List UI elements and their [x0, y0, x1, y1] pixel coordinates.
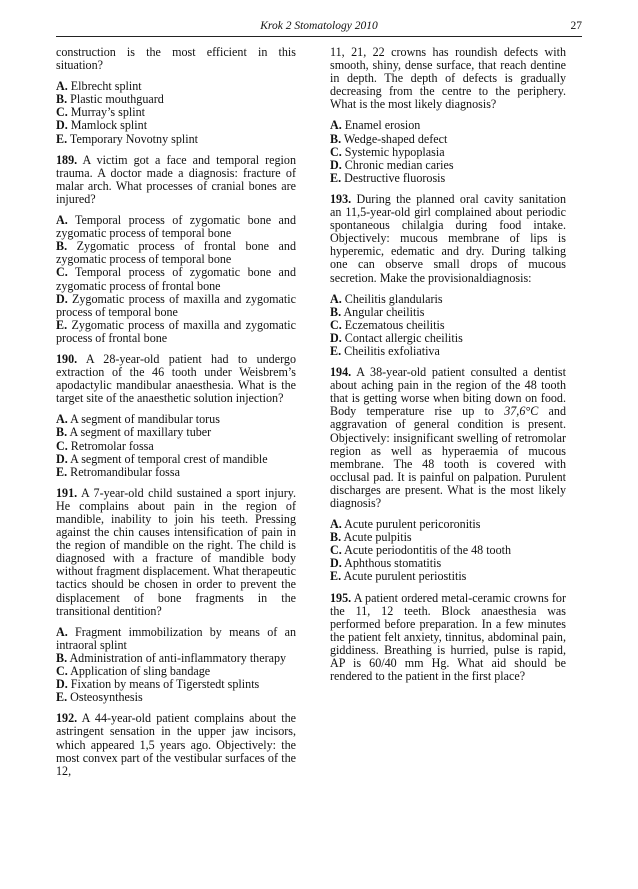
option-text: Angular cheilitis — [343, 304, 425, 319]
option-text: Temporal process of zygomatic bone and zygomatic process of frontal bone — [56, 265, 296, 293]
answer-option — [330, 345, 566, 358]
option-text: Contact allergic cheilitis — [344, 330, 463, 345]
answer-option — [56, 133, 296, 146]
option-letter: B. — [56, 239, 68, 254]
question-193 — [330, 193, 566, 285]
option-letter: B. — [330, 131, 342, 146]
option-text: Fragment immobilization by means of an intraoral splint — [56, 624, 296, 652]
question-text: A patient ordered metal-ceramic crowns for the 11, 12 teeth. Block anaesthesia was performed before preparation. In a few minutes the patient felt anxiety, tinnitus, abdominal pain, giddiness. Breathing is hurried, pulse is rapid, AP is 60/40 mm Hg. What aid should be rendered to the patient in the first place? — [330, 590, 567, 684]
question-text: A 28-year-old patient had to undergo extraction of the 46 tooth under Weisbrem’s apodactylic mandibular anaesthesia. What is the target site of the anaesthetic solution injection? — [56, 351, 297, 406]
question-number: 194. — [330, 365, 352, 380]
page-header — [56, 20, 582, 37]
question-188-options — [56, 80, 296, 145]
option-letter: D. — [56, 118, 68, 133]
option-text: A segment of mandibular torus — [70, 412, 220, 427]
option-text: Acute periodontitis of the 48 tooth — [344, 543, 512, 558]
answer-option — [330, 172, 566, 185]
question-text: A 38-year-old patient consulted a dentist about aching pain in the region of the 48 tooth that is getting worse when biting down on food. Body temperature rise up to — [330, 365, 566, 419]
temperature-value: 37,6°C — [504, 404, 539, 419]
question-189-options — [56, 214, 296, 345]
option-letter: C. — [56, 664, 68, 679]
option-text: Murray’s splint — [70, 105, 146, 120]
option-text: Destructive fluorosis — [344, 170, 446, 185]
option-text: Elbrecht splint — [70, 79, 142, 94]
option-text: Temporal process of zygomatic bone and zygomatic process of temporal bone — [56, 213, 296, 241]
option-letter: A. — [330, 517, 342, 532]
option-text: Fixation by means of Tigerstedt splints — [70, 677, 260, 692]
option-text: A segment of temporal crest of mandible — [70, 451, 268, 466]
option-letter: A. — [56, 79, 68, 94]
option-letter: D. — [330, 330, 342, 345]
option-text: Retromandibular fossa — [70, 464, 180, 479]
answer-option — [330, 570, 566, 583]
option-text: Zygomatic process of frontal bone and zygomatic process of temporal bone — [56, 239, 296, 267]
page-number: 27 — [570, 20, 582, 32]
question-191-options — [56, 626, 296, 705]
option-text: Systemic hypoplasia — [344, 144, 445, 159]
option-text: Mamlock splint — [70, 118, 148, 133]
option-text: Acute pulpitis — [343, 530, 412, 545]
question-number: 190. — [56, 351, 78, 366]
option-letter: E. — [330, 569, 342, 584]
option-letter: E. — [330, 170, 342, 185]
question-190 — [56, 353, 296, 405]
option-letter: C. — [330, 543, 342, 558]
option-letter: D. — [56, 291, 68, 306]
question-190-options — [56, 413, 296, 478]
question-194 — [330, 366, 566, 510]
answer-option — [56, 240, 296, 266]
option-letter: C. — [56, 105, 68, 120]
question-191 — [56, 487, 296, 618]
option-text: Chronic median caries — [344, 157, 454, 172]
option-letter: A. — [330, 291, 342, 306]
question-194-options — [330, 518, 566, 583]
question-number: 192. — [56, 711, 78, 726]
option-letter: E. — [56, 131, 68, 146]
option-text: Zygomatic process of maxilla and zygomatic process of frontal bone — [56, 317, 296, 345]
question-192-options — [330, 119, 566, 184]
answer-option — [56, 214, 296, 240]
answer-option — [56, 319, 296, 345]
option-letter: D. — [330, 157, 342, 172]
option-text: Retromolar fossa — [70, 438, 154, 453]
answer-option — [56, 266, 296, 292]
option-letter: B. — [330, 530, 342, 545]
question-number: 189. — [56, 152, 78, 167]
question-number: 193. — [330, 191, 352, 206]
option-text: Acute purulent pericoronitis — [344, 517, 481, 532]
option-letter: A. — [56, 412, 68, 427]
option-letter: B. — [56, 92, 68, 107]
option-letter: A. — [56, 213, 68, 228]
left-column — [56, 46, 296, 786]
option-text: Osteosynthesis — [70, 690, 143, 705]
answer-option — [56, 691, 296, 704]
question-192 — [56, 712, 296, 777]
question-192-tail: 11, 21, 22 crowns has roundish defects with smooth, shiny, dense surface, that reach dentine in depth. The depth of defects is gradually decreasing from the centre to the periphery. What is the most likely diagnosis? — [330, 45, 566, 112]
right-column — [330, 46, 566, 691]
option-text: Administration of anti-inflammatory therapy — [69, 650, 287, 665]
option-text: Cheilitis glandularis — [344, 291, 443, 306]
question-number: 191. — [56, 485, 78, 500]
option-letter: C. — [330, 317, 342, 332]
question-text: and aggravation of general condition is present. Objectively: insignificant swelling of retromolar region as well as hyperaemia of mucous membrane. The 48 tooth is covered with occlusal pad. It is painful on palpation. Purulent discharges are present. What is the most likely diagnosis? — [330, 404, 567, 510]
header-title: Krok 2 Stomatology 2010 — [260, 20, 378, 32]
question-text: A victim got a face and temporal region trauma. A doctor made a diagnosis: fracture of malar arch. What processes of cranial bones are injured? — [56, 152, 296, 206]
option-letter: D. — [56, 451, 68, 466]
option-text: Plastic mouthguard — [70, 92, 164, 107]
option-letter: B. — [56, 425, 68, 440]
answer-option — [56, 626, 296, 652]
option-letter: A. — [56, 624, 68, 639]
question-188-tail: construction is the most efficient in this situation? — [56, 45, 296, 73]
option-text: Zygomatic process of maxilla and zygomatic process of temporal bone — [56, 291, 296, 319]
option-text: Acute purulent periostitis — [343, 569, 467, 584]
option-text: Eczematous cheilitis — [344, 317, 445, 332]
option-text: Aphthous stomatitis — [344, 556, 442, 571]
question-text: During the planned oral cavity sanitation an 11,5-year-old girl complained about periodic spontaneous chilalgia during food intake. Objectively: mucous membrane of lips is hyperemic, edematic and dry. During talking one can observe small drops of mucous secretion. Make the provisionaldiagnosis: — [330, 191, 566, 285]
option-letter: A. — [330, 118, 342, 133]
option-text: Wedge-shaped defect — [343, 131, 448, 146]
option-letter: B. — [330, 304, 342, 319]
option-letter: E. — [330, 343, 342, 358]
question-number: 195. — [330, 590, 352, 605]
option-text: A segment of maxillary tuber — [69, 425, 212, 440]
option-text: Temporary Novotny splint — [69, 131, 199, 146]
option-letter: C. — [56, 265, 68, 280]
option-letter: C. — [56, 438, 68, 453]
option-letter: E. — [56, 317, 68, 332]
option-letter: E. — [56, 690, 68, 705]
answer-option — [56, 466, 296, 479]
question-189 — [56, 154, 296, 206]
question-text: A 7-year-old child sustained a sport injury. He complains about pain in the region of mandible, inability to join his teeth. Pressing against the chin causes intensification of pain in the region of mandible on the right. The child is diagnosed with a fracture of mandible body without fragment displacement. What therapeutic tactics should be chosen in order to prevent the displacement of bone fragments in the transitional dentition? — [56, 485, 297, 618]
question-text: A 44-year-old patient complains about the astringent sensation in the upper jaw incisors, which appeared 1,5 years ago. Objectively: the most convex part of the vestibular surfaces of the 12, — [56, 711, 296, 778]
option-text: Cheilitis exfoliativa — [344, 343, 440, 358]
option-text: Enamel erosion — [344, 118, 421, 133]
option-letter: D. — [330, 556, 342, 571]
answer-option — [56, 293, 296, 319]
option-letter: B. — [56, 650, 68, 665]
option-letter: D. — [56, 677, 68, 692]
option-letter: C. — [330, 144, 342, 159]
question-195 — [330, 592, 566, 684]
question-193-options — [330, 293, 566, 358]
option-letter: E. — [56, 464, 68, 479]
option-text: Application of sling bandage — [70, 664, 211, 679]
